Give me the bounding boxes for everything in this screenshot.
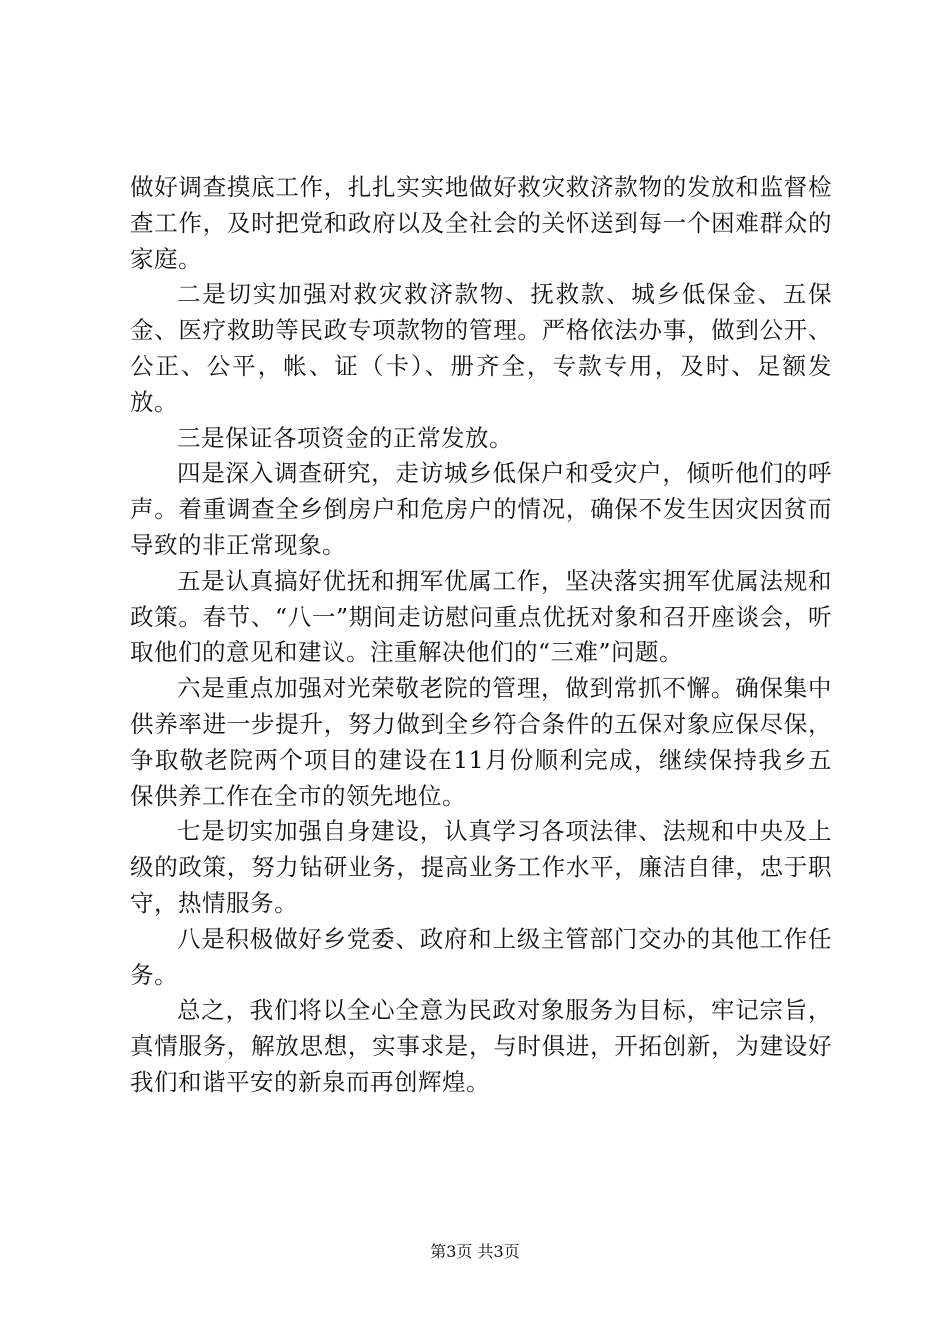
paragraph-item-6: 六是重点加强对光荣敬老院的管理，做到常抓不懈。确保集中供养率进一步提升，努力做到全乡符合条件的五保对象应保尽保，争取敬老院两个项目的建设在11月份顺利完成，继续保持我乡五保供养工作在全市的领先地位。 [130, 674, 832, 810]
paragraph-item-4: 四是深入调查研究，走访城乡低保户和受灾户，倾听他们的呼声。着重调查全乡倒房户和危房户的情况，确保不发生因灾因贫而导致的非正常现象。 [130, 459, 832, 559]
document-body [130, 170, 832, 1101]
paragraph-item-3: 三是保证各项资金的正常发放。 [177, 423, 513, 452]
paragraph-item-7: 七是切实加强自身建设，认真学习各项法律、法规和中央及上级的政策，努力钻研业务，提高业务工作水平，廉洁自律，忠于职守，热情服务。 [130, 817, 832, 917]
page-footer [0, 1242, 950, 1262]
paragraph-item-2: 二是切实加强对救灾救济款物、抚救款、城乡低保金、五保金、医疗救助等民政专项款物的管理。严格依法办事，做到公开、公正、公平，帐、证（卡）、册齐全，专款专用，及时、足额发放。 [130, 280, 832, 416]
paragraph-item-5: 五是认真搞好优抚和拥军优属工作，坚决落实拥军优属法规和政策。春节、“八一”期间走访慰问重点优抚对象和召开座谈会，听取他们的意见和建议。注重解决他们的“三难”问题。 [130, 566, 832, 667]
paragraph-conclusion: 总之，我们将以全心全意为民政对象服务为目标，牢记宗旨，真情服务，解放思想，实事求是，与时俱进，开拓创新，为建设好我们和谐平安的新泉而再创辉煌。 [130, 996, 832, 1096]
paragraph-item-8: 八是积极做好乡党委、政府和上级主管部门交办的其他工作任务。 [130, 924, 832, 989]
paragraph-continuation: 做好调查摸底工作，扎扎实实地做好救灾救济款物的发放和监督检查工作，及时把党和政府以及全社会的关怀送到每一个困难群众的家庭。 [130, 173, 832, 273]
page-number-label: 第3页 共3页 [430, 1242, 520, 1261]
